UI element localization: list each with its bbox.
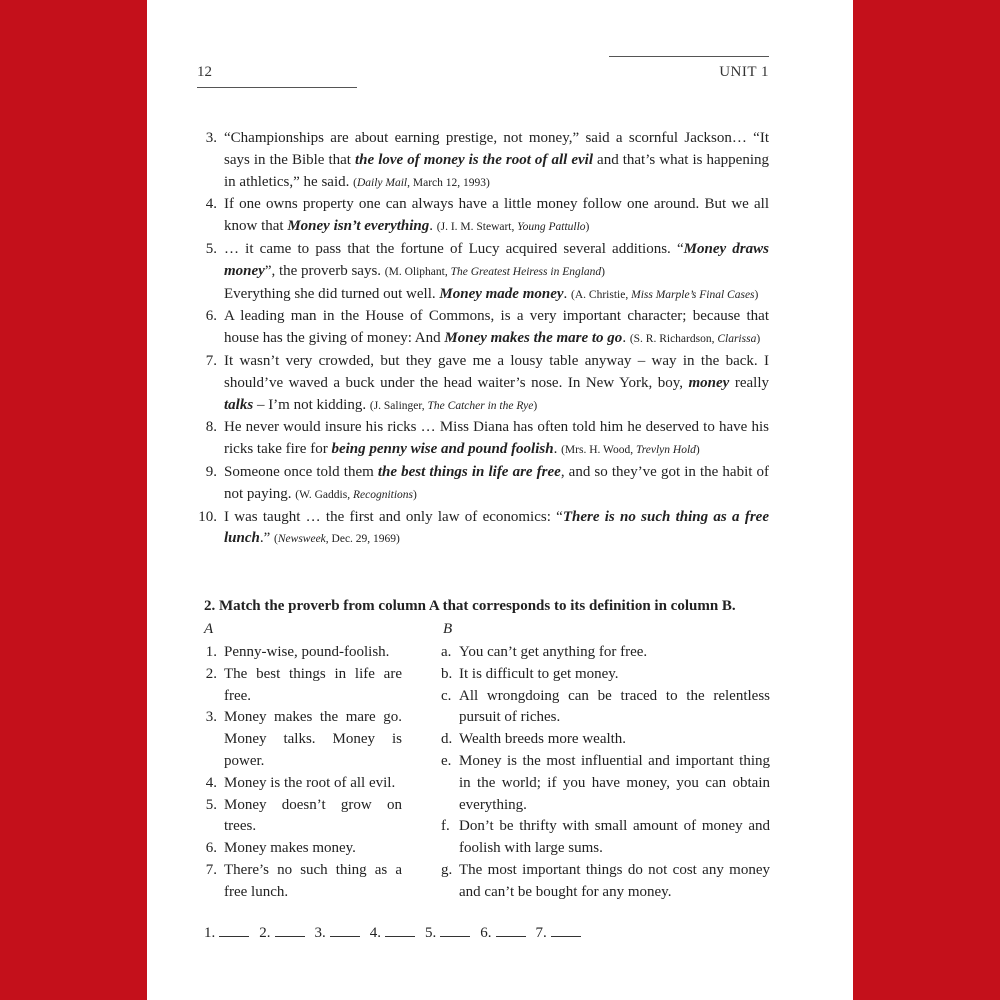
quote-text: . [622,330,630,347]
quote-item [197,239,769,306]
quote-text: ”, the proverb says. [264,262,385,279]
quote-text: It wasn’t very crowded, but they gave me a lousy table anyway – way in the back. I should’ve waved a buck under the head waiter’s nose. In New York, boy, [224,352,769,391]
proverb-highlight: the love of money is the root of all evil [355,151,593,168]
proverb-item-text: Penny-wise, pound-foolish. [224,644,390,660]
definition-item [437,729,770,751]
quote-item [197,128,769,194]
quote-item [197,194,769,239]
proverb-highlight: being penny wise and pound foolish [331,441,554,458]
answer-slot [480,924,525,942]
definition-item-number: a. [441,644,452,660]
quote-text: . [563,285,572,302]
answer-number: 7. [535,925,547,941]
answer-number: 3. [314,925,326,941]
quote-source: , Dec. 29, 1969) [325,533,400,546]
proverb-highlight: talks [224,396,254,413]
definition-item-text: The most important things do not cost any money and can’t be bought for any money. [459,861,770,900]
definition-item-text: All wrongdoing can be traced to the relentless pursuit of riches. [459,687,770,726]
quote-text: , and so they’ve got in the habit of not paying. [224,463,769,502]
column-a-heading: A [204,621,214,637]
quote-source: ) [695,444,700,457]
answer-blank[interactable] [440,924,470,937]
proverb-item-number: 5. [205,796,217,813]
quote-item [197,507,769,552]
proverb-item [197,664,402,708]
quote-source: ) [585,221,590,234]
header-rule-left [197,87,357,88]
proverb-highlight: Money makes the mare to go [444,330,623,347]
answer-blank[interactable] [275,924,305,937]
proverb-item-number: 1. [205,644,217,660]
unit-label: UNIT 1 [719,64,769,80]
quote-text: and that’s what is happening in athletics,” he said. [224,151,769,190]
quote-number: 8. [205,419,217,436]
quote-source: , March 12, 1993) [407,176,490,189]
proverb-item-text: Money doesn’t grow on trees. [224,796,402,835]
proverb-item-text: Money is the root of all evil. [224,774,396,791]
quote-source: (A. Christie, [571,288,632,301]
quote-source-title: Young Pattullo [517,221,586,234]
proverb-item-text: Money makes money. [224,840,356,857]
quote-source-title: Daily Mail [356,176,408,189]
proverb-item-number: 7. [205,861,217,878]
definition-item [437,642,770,664]
proverb-highlight: Money isn’t everything [287,218,430,235]
definition-item [437,751,770,816]
quote-source: (W. Gaddis, [295,488,353,501]
proverb-item-number: 2. [205,665,217,682]
definition-item-number: c. [441,687,452,704]
quote-source-title: Recognitions [352,488,414,501]
quote-number: 5. [205,240,217,257]
quote-text: “Championships are about earning prestige, not money,” said a scornful Jackson… “It says in the Bible that [224,130,769,168]
answer-slot [370,924,415,942]
proverb-item-text: There’s no such thing as a free lunch. [224,861,402,900]
quote-number: 9. [205,463,217,480]
quote-source: ) [413,488,417,501]
answer-number: 1. [204,925,216,941]
quote-item [197,306,769,351]
quote-item [197,417,769,462]
quote-text: If one owns property one can always have a little money follow one around. But we all know that [224,196,769,235]
quote-item [197,462,769,507]
quote-source-title: Miss Marple’s Final Cases [631,288,755,301]
quote-source: (J. I. M. Stewart, [436,221,518,234]
quote-source: (J. Salinger, [369,399,428,412]
answer-number: 6. [480,925,492,941]
quote-text: .” [259,530,275,547]
quote-text: really [729,374,770,391]
proverb-item [197,642,402,664]
quote-text: . [429,218,437,235]
quote-source: ) [756,333,761,346]
header-rule-right [609,56,769,57]
quote-number: 4. [205,196,217,213]
quote-source: ( [274,533,278,546]
answer-slot [315,924,360,942]
exercise-title: 2. Match the proverb from column A that corresponds to its definition in column B. [204,598,736,614]
answer-number: 2. [259,925,271,941]
definition-item-text: Wealth breeds more wealth. [459,731,627,748]
answer-slot [259,924,304,942]
quote-source: (M. Oliphant, [384,265,451,278]
quote-number: 3. [205,130,217,146]
quote-text: He never would insure his ricks … Miss Diana has often told him he deserved to have his ricks take fire for [224,419,769,458]
proverb-item [197,795,402,839]
quote-source: (S. R. Richardson, [629,333,718,346]
proverb-highlight: Money draws money [224,240,769,279]
answer-blanks [204,924,591,942]
quote-source-title: The Catcher in the Rye [427,399,534,412]
quotes-list [197,128,769,551]
proverb-item-text: The best things in life are free. [224,665,402,704]
answer-blank[interactable] [385,924,415,937]
proverb-item [197,860,402,904]
definition-item-text: Don’t be thrifty with small amount of money and foolish with large sums. [459,818,770,857]
definition-item-text: You can’t get anything for free. [459,644,648,660]
quote-source: ( [353,176,357,189]
quote-text: … it came to pass that the fortune of Lucy acquired several additions. “ [224,240,684,257]
definition-item-number: d. [441,731,453,748]
quote-text: Everything she did turned out well. [224,285,440,302]
proverb-item [197,773,402,795]
quote-item [197,351,769,417]
answer-blank[interactable] [330,924,360,937]
proverb-highlight: money [688,374,730,391]
quote-source-title: The Greatest Heiress in England [450,265,602,278]
textbook-page [147,0,853,1000]
definition-item [437,664,770,686]
quote-number: 10. [198,508,217,525]
answer-blank[interactable] [496,924,526,937]
definition-item [437,686,770,730]
proverb-item [197,838,402,860]
definition-item-number: f. [441,818,450,835]
definition-item-number: e. [441,752,452,769]
quote-source-title: Trevlyn Hold [635,444,696,457]
answer-number: 5. [425,925,437,941]
column-b-list [437,642,770,904]
quote-text: – I’m not kidding. [253,396,370,413]
quote-text: . [553,441,562,458]
answer-slot [536,924,581,942]
quote-number: 7. [205,352,217,369]
definition-item [437,860,770,904]
column-b-heading: B [443,621,453,637]
quote-source-title: Newsweek [277,533,326,546]
quote-number: 6. [205,308,217,325]
definition-item-text: Money is the most influential and important thing in the world; if you have money, you can obtain everything. [459,752,770,813]
proverb-highlight: Money made money [439,285,564,302]
proverb-item-number: 3. [205,709,217,726]
quote-text: Someone once told them [224,463,378,480]
proverb-item [197,707,402,772]
proverb-highlight: There is no such thing as a free lunch [224,508,769,547]
proverb-item-number: 4. [205,774,217,791]
definition-item-number: g. [441,861,453,878]
quote-source: ) [754,288,759,301]
proverb-highlight: the best things in life are free [377,463,561,480]
quote-text: I was taught … the first and only law of economics: “ [224,508,563,525]
quote-source-title: Clarissa [717,333,757,346]
answer-number: 4. [369,925,381,941]
quote-text: A leading man in the House of Commons, is a very important character; because that house has the giving of money: And [224,308,769,347]
page-number: 12 [197,64,212,80]
proverb-item-number: 6. [205,840,217,857]
definition-item [437,816,770,860]
definition-item-number: b. [441,665,453,682]
answer-blank[interactable] [551,924,581,937]
quote-source: ) [533,399,538,412]
quote-source: (Mrs. H. Wood, [561,444,636,457]
answer-slot [425,924,470,942]
column-a-list [197,642,402,904]
quote-source: ) [601,265,606,278]
answer-slot [204,924,249,942]
definition-item-text: It is difficult to get money. [459,665,619,682]
proverb-item-text: Money makes the mare go. Money talks. Money is power. [224,709,402,769]
answer-blank[interactable] [219,924,249,937]
